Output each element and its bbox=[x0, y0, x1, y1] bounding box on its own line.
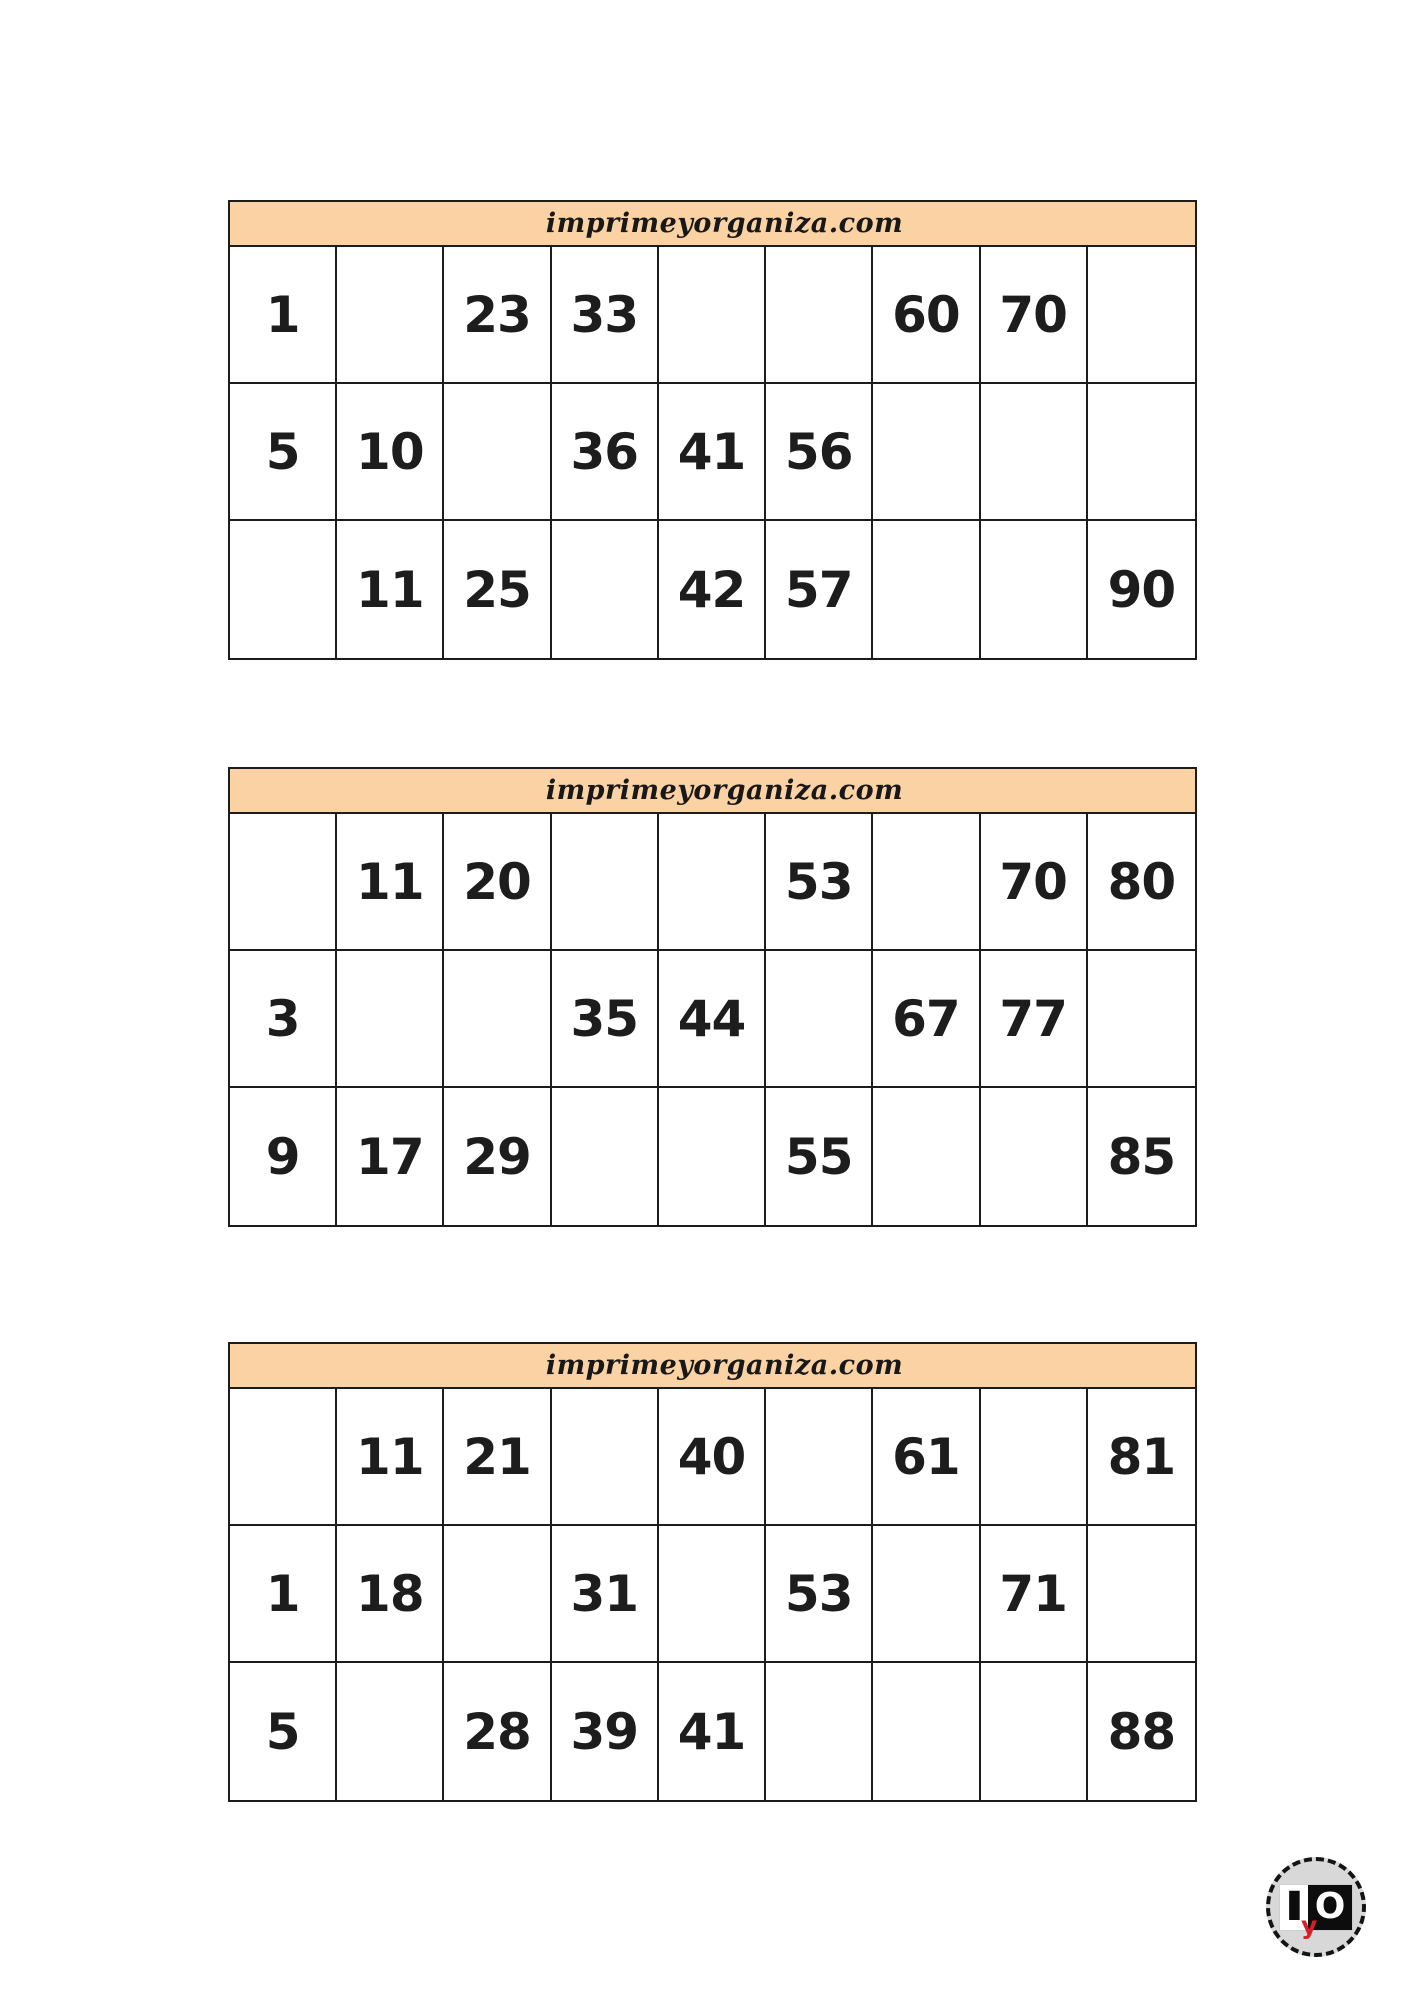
bingo-cell-number: 33 bbox=[552, 247, 659, 384]
bingo-cell-empty bbox=[981, 521, 1088, 658]
logo-monogram bbox=[1280, 1884, 1352, 1940]
bingo-cell-number: 61 bbox=[873, 1389, 980, 1526]
bingo-cell-number: 3 bbox=[230, 951, 337, 1088]
bingo-cell-number: 35 bbox=[552, 951, 659, 1088]
bingo-card-2-header-band bbox=[230, 769, 1195, 814]
bingo-cell-empty bbox=[981, 1389, 1088, 1526]
bingo-cell-empty bbox=[659, 1088, 766, 1225]
bingo-cell-number: 60 bbox=[873, 247, 980, 384]
bingo-cell-number: 39 bbox=[552, 1663, 659, 1800]
bingo-card-3 bbox=[228, 1342, 1197, 1802]
bingo-cell-number: 11 bbox=[337, 1389, 444, 1526]
bingo-cell-empty bbox=[766, 247, 873, 384]
bingo-cell-empty bbox=[766, 951, 873, 1088]
bingo-cell-empty bbox=[1088, 951, 1195, 1088]
bingo-cell-number: 40 bbox=[659, 1389, 766, 1526]
bingo-cell-empty bbox=[552, 1088, 659, 1225]
bingo-cell-empty bbox=[981, 1088, 1088, 1225]
bingo-cell-empty bbox=[1088, 384, 1195, 521]
logo-letter-y: y bbox=[1301, 1910, 1318, 1940]
bingo-cell-number: 56 bbox=[766, 384, 873, 521]
bingo-cell-empty bbox=[444, 1526, 551, 1663]
bingo-cell-empty bbox=[873, 1526, 980, 1663]
bingo-cell-empty bbox=[552, 521, 659, 658]
bingo-cell-empty bbox=[552, 814, 659, 951]
bingo-cell-number: 88 bbox=[1107, 1702, 1176, 1761]
bingo-cell-empty bbox=[873, 521, 980, 658]
bingo-cell-number: 90 bbox=[1107, 560, 1176, 619]
bingo-card-3-grid bbox=[230, 1389, 1195, 1800]
bingo-cell-number: 71 bbox=[981, 1526, 1088, 1663]
iyo-logo bbox=[1266, 1857, 1366, 1957]
bingo-card-1 bbox=[228, 200, 1197, 660]
bingo-cell-empty bbox=[444, 951, 551, 1088]
bingo-card-2-grid bbox=[230, 814, 1195, 1225]
bingo-cell-number: 23 bbox=[444, 247, 551, 384]
bingo-cell-empty bbox=[766, 1663, 873, 1800]
bingo-cell-number: 77 bbox=[981, 951, 1088, 1088]
bingo-cell-empty bbox=[230, 521, 337, 658]
bingo-cell-number: 81 bbox=[1088, 1389, 1195, 1526]
bingo-cell-empty bbox=[659, 814, 766, 951]
bingo-cell-number: 21 bbox=[444, 1389, 551, 1526]
bingo-cell-empty bbox=[659, 1526, 766, 1663]
bingo-cell-number: 70 bbox=[981, 814, 1088, 951]
bingo-cell-number: 11 bbox=[337, 521, 444, 658]
header-url-text: imprimeyorganiza.com bbox=[545, 1350, 904, 1381]
bingo-cell-number: 18 bbox=[337, 1526, 444, 1663]
bingo-cell-empty bbox=[230, 814, 337, 951]
bingo-cell-empty bbox=[981, 384, 1088, 521]
bingo-cell-empty bbox=[873, 384, 980, 521]
bingo-cell-empty bbox=[659, 247, 766, 384]
bingo-cell-number: 53 bbox=[766, 1526, 873, 1663]
bingo-cell-number: 42 bbox=[659, 521, 766, 658]
bingo-cell-number: 85 bbox=[1107, 1127, 1176, 1186]
bingo-card-1-header-band bbox=[230, 202, 1195, 247]
header-url-text: imprimeyorganiza.com bbox=[545, 775, 904, 806]
bingo-cell-number: 1 bbox=[230, 247, 337, 384]
bingo-cell-number: 9 bbox=[230, 1088, 337, 1225]
bingo-cell-number: 36 bbox=[552, 384, 659, 521]
bingo-cell-number: 1 bbox=[230, 1526, 337, 1663]
bingo-cell-number: 67 bbox=[873, 951, 980, 1088]
bingo-card-2 bbox=[228, 767, 1197, 1227]
bingo-cell-empty bbox=[1088, 247, 1195, 384]
bingo-cell-number: 25 bbox=[444, 521, 551, 658]
bingo-cell-empty bbox=[230, 1389, 337, 1526]
bingo-cell-number: 41 bbox=[659, 1663, 766, 1800]
bingo-cell-empty bbox=[337, 1663, 444, 1800]
bingo-cell-number: 29 bbox=[444, 1088, 551, 1225]
bingo-card-1-grid bbox=[230, 247, 1195, 658]
bingo-cell-empty bbox=[444, 384, 551, 521]
bingo-cell-empty bbox=[873, 1663, 980, 1800]
header-url-text: imprimeyorganiza.com bbox=[545, 208, 904, 239]
bingo-cell-number: 55 bbox=[766, 1088, 873, 1225]
bingo-cell-number: 44 bbox=[659, 951, 766, 1088]
bingo-cell-number: 31 bbox=[552, 1526, 659, 1663]
bingo-cell-number: 70 bbox=[981, 247, 1088, 384]
bingo-cell-number: 5 bbox=[230, 1663, 337, 1800]
bingo-cell-number: 20 bbox=[444, 814, 551, 951]
bingo-cell-empty bbox=[337, 247, 444, 384]
bingo-cell-number: 5 bbox=[230, 384, 337, 521]
bingo-card-3-header-band bbox=[230, 1344, 1195, 1389]
bingo-cell-empty bbox=[873, 814, 980, 951]
bingo-cell-empty bbox=[766, 1389, 873, 1526]
logo-letter-o: O bbox=[1314, 1886, 1346, 1927]
bingo-cell-empty bbox=[873, 1088, 980, 1225]
bingo-cell-number: 57 bbox=[766, 521, 873, 658]
bingo-cell-number: 11 bbox=[337, 814, 444, 951]
bingo-cell-number: 80 bbox=[1088, 814, 1195, 951]
bingo-cell-number: 41 bbox=[659, 384, 766, 521]
logo-letter-i: I bbox=[1283, 1884, 1305, 1930]
bingo-cell-number: 10 bbox=[337, 384, 444, 521]
bingo-cell-empty bbox=[552, 1389, 659, 1526]
bingo-cell-number: 53 bbox=[766, 814, 873, 951]
bingo-cell-number: 28 bbox=[444, 1663, 551, 1800]
bingo-cell-empty bbox=[981, 1663, 1088, 1800]
bingo-cell-empty bbox=[337, 951, 444, 1088]
bingo-cell-number: 17 bbox=[337, 1088, 444, 1225]
bingo-cell-empty bbox=[1088, 1526, 1195, 1663]
